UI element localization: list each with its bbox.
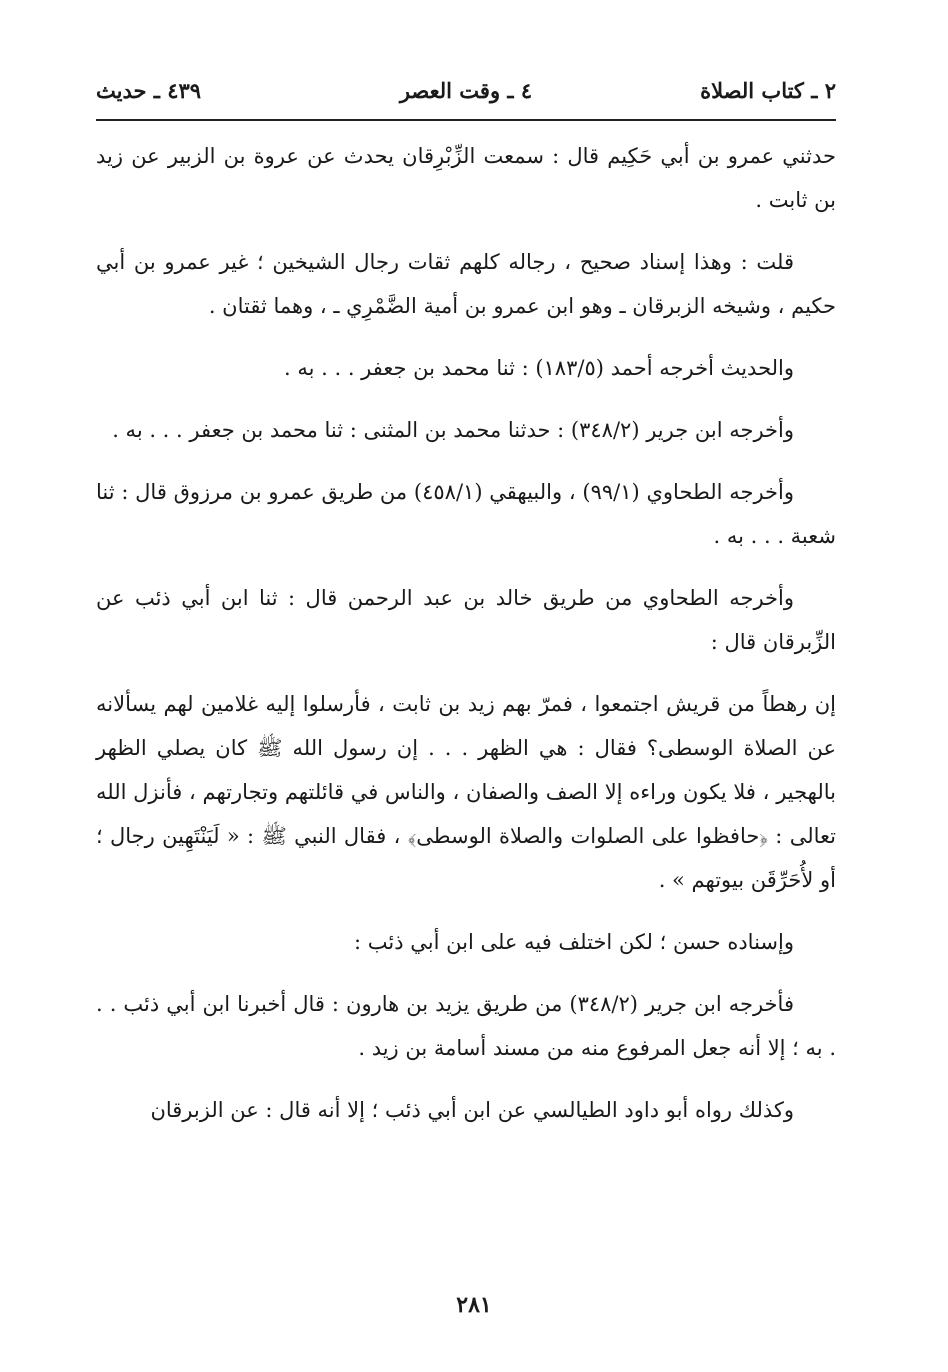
paragraph-8: وإسناده حسن ؛ لكن اختلف فيه على ابن أبي ذئب : bbox=[354, 930, 794, 954]
paragraph-3: والحديث أخرجه أحمد (١٨٣/٥) : ثنا محمد بن جعفر . . . به . bbox=[284, 356, 794, 380]
paragraph-10: وكذلك رواه أبو داود الطيالسي عن ابن أبي ذئب ؛ إلا أنه قال : عن الزبرقان bbox=[150, 1098, 794, 1122]
running-head bbox=[96, 78, 836, 112]
paragraph-7-quote: إن رهطاً من قريش اجتمعوا ، فمرّ بهم زيد بن ثابت ، فأرسلوا إليه غلامين لهم يسألانه عن الصلاة الوسطى؟ فقال : هي الظهر . . . إن رسول الله ﷺ كان يصلي الظهر بالهجير ، فلا يكون وراءه إلا الصف والصفان ، والناس في قائلتهم وتجارتهم ، فأنزل الله تعالى : ﴿حافظوا على الصلوات والصلاة الوسطى﴾ ، فقال النبي ﷺ : « لَيَنْتَهِين رجال ؛ أو لأُحَرِّقَن بيوتهم » . bbox=[96, 692, 836, 892]
header-book-title: ٢ ـ كتاب الصلاة bbox=[700, 78, 836, 103]
header-chapter-title: ٤ ـ وقت العصر bbox=[399, 78, 533, 103]
paragraph-5: وأخرجه الطحاوي (٩٩/١) ، والبيهقي (٤٥٨/١) من طريق عمرو بن مرزوق قال : ثنا شعبة . . . به . bbox=[96, 480, 836, 548]
paragraph-1: حدثني عمرو بن أبي حَكِيم قال : سمعت الزِّبْرِقان يحدث عن عروة بن الزبير عن زيد بن ثابت . bbox=[96, 144, 836, 212]
paragraph-9: فأخرجه ابن جرير (٣٤٨/٢) من طريق يزيد بن هارون : قال أخبرنا ابن أبي ذئب . . . به ؛ إلا أنه جعل المرفوع منه من مسند أسامة بن زيد . bbox=[96, 992, 836, 1060]
paragraph-2: قلت : وهذا إسناد صحيح ، رجاله كلهم ثقات رجال الشيخين ؛ غير عمرو بن أبي حكيم ، وشيخه الزبرقان ـ وهو ابن عمرو بن أمية الضَّمْرِي ـ ، وهما ثقتان . bbox=[96, 250, 836, 318]
header-divider bbox=[96, 119, 836, 121]
paragraph-4: وأخرجه ابن جرير (٣٤٨/٢) : حدثنا محمد بن المثنى : ثنا محمد بن جعفر . . . به . bbox=[112, 418, 794, 442]
page-number: ٢٨١ bbox=[456, 1292, 492, 1318]
paragraph-6: وأخرجه الطحاوي من طريق خالد بن عبد الرحمن قال : ثنا ابن أبي ذئب عن الزِّبرقان قال : bbox=[96, 586, 836, 654]
page-body bbox=[96, 134, 836, 1150]
header-hadith-number: ٤٣٩ ـ حديث bbox=[96, 78, 202, 103]
